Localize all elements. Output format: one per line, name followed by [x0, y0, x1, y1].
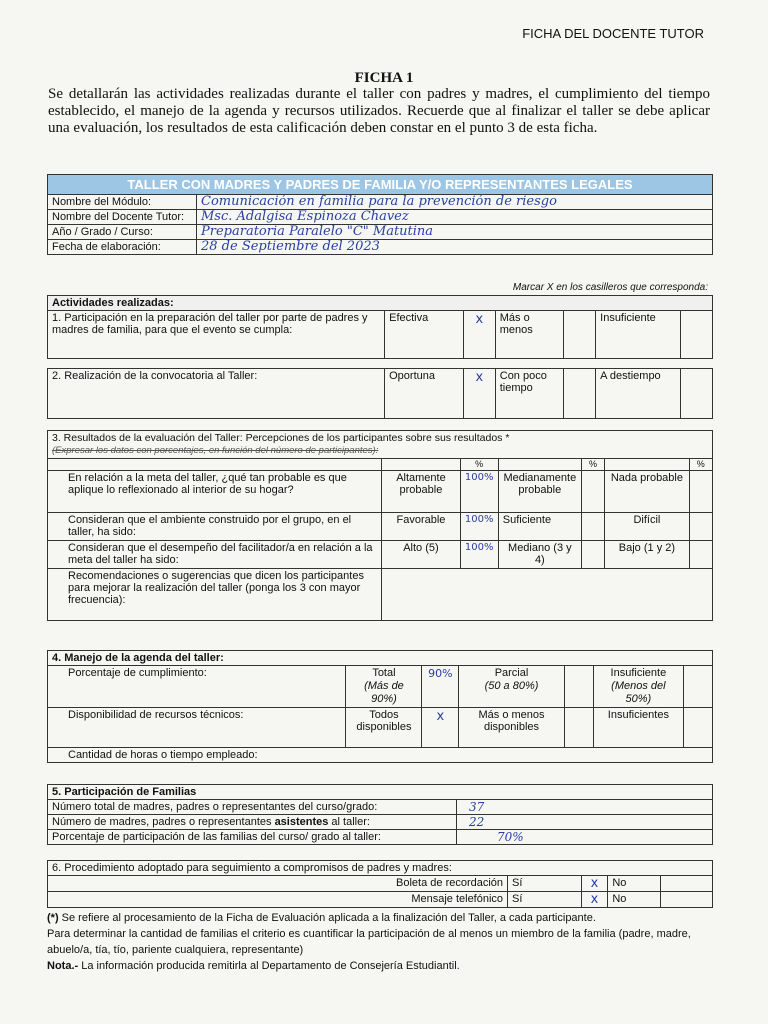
- page-title: FICHA 1: [354, 70, 414, 86]
- section-6-table: [47, 860, 713, 908]
- s3-r2-value-c[interactable]: [689, 513, 712, 541]
- s3-r1-value-b[interactable]: [581, 471, 604, 513]
- s3-r3-opt-b: Mediano (3 y 4): [498, 541, 581, 569]
- pct-header-1: %: [460, 459, 498, 471]
- section-5-table: [47, 784, 713, 845]
- s2-check-con-poco-tiempo[interactable]: [564, 369, 596, 419]
- modulo-label: Nombre del Módulo:: [48, 195, 197, 210]
- s1-opt-efectiva: Efectiva: [385, 311, 464, 359]
- s3-r2-opt-b: Suficiente: [498, 513, 581, 541]
- s4-r1-opt-a: Total (Más de 90%): [346, 666, 422, 708]
- docente-label: Nombre del Docente Tutor:: [48, 210, 197, 225]
- s4-r2-opt-c: Insuficientes: [594, 708, 683, 748]
- s4-r1-value-c[interactable]: [683, 666, 712, 708]
- s4-r1-opt-c: Insuficiente (Menos del 50%): [594, 666, 683, 708]
- section-5-title: 5. Participación de Familias: [48, 785, 713, 800]
- s3-r3-value-c[interactable]: [689, 541, 712, 569]
- s3-r3-opt-c: Bajo (1 y 2): [605, 541, 689, 569]
- s1-opt-insuficiente: Insuficiente: [596, 311, 681, 359]
- s5-r3-value[interactable]: 70%: [457, 830, 713, 845]
- s1-check-mas-o-menos[interactable]: [564, 311, 596, 359]
- s1-opt-mas-o-menos: Más o menos: [495, 311, 564, 359]
- s6-r2-check-no[interactable]: [660, 892, 712, 908]
- s6-r2-check-si[interactable]: x: [581, 892, 608, 908]
- s3-r1-opt-a: Altamente probable: [382, 471, 460, 513]
- s3-r3-question: Consideran que el desempeño del facilitador/a en relación a la meta del taller ha sido:: [48, 541, 382, 569]
- footnote-2: Para determinar la cantidad de familias el criterio es cuantificar la participación de al menos un miembro de la familia (padre, madre, abuelo/a, tía, tío, pariente cualquiera, representante): [47, 928, 691, 956]
- s3-r2-question: Consideran que el ambiente construido por el grupo, en el taller, ha sido:: [48, 513, 382, 541]
- curso-value: Preparatoria Paralelo "C" Matutina: [197, 225, 713, 240]
- s6-r2-label: Mensaje telefónico: [48, 892, 508, 908]
- s6-r1-label: Boleta de recordación: [48, 876, 508, 892]
- curso-label: Año / Grado / Curso:: [48, 225, 197, 240]
- section-6-title: 6. Procedimiento adoptado para seguimiento a compromisos de padres y madres:: [48, 861, 713, 876]
- section-3-title: 3. Resultados de la evaluación del Taller: Percepciones de los participantes sobre sus resultados * (Expresar los datos con porcentajes, en función del número de participantes):: [48, 431, 713, 459]
- s2-check-a-destiempo[interactable]: [681, 369, 713, 419]
- section-1-title: Actividades realizadas:: [48, 296, 713, 311]
- fecha-value: 28 de Septiembre del 2023: [197, 240, 713, 255]
- s5-r1-value[interactable]: 37: [457, 800, 713, 815]
- s6-r2-si: Sí: [508, 892, 582, 908]
- s2-opt-oportuna: Oportuna: [385, 369, 464, 419]
- s6-r1-no: No: [608, 876, 660, 892]
- s3-r2-opt-c: Difícil: [605, 513, 689, 541]
- s3-r2-opt-a: Favorable: [382, 513, 460, 541]
- banner: TALLER CON MADRES Y PADRES DE FAMILIA Y/O REPRESENTANTES LEGALES: [48, 175, 713, 195]
- s3-r3-value-b[interactable]: [581, 541, 604, 569]
- s3-r4-question: Recomendaciones o sugerencias que dicen los participantes para mejorar la realización del taller (ponga los 3 con mayor frecuencia):: [48, 569, 382, 621]
- s4-r1-question: Porcentaje de cumplimiento:: [48, 666, 346, 708]
- s6-r1-check-si[interactable]: x: [581, 876, 608, 892]
- footnote-1: (*) Se refiere al procesamiento de la Ficha de Evaluación aplicada a la finalización del Taller, a cada participante.: [47, 912, 596, 924]
- s2-opt-con-poco-tiempo: Con poco tiempo: [495, 369, 564, 419]
- s6-r1-si: Sí: [508, 876, 582, 892]
- s6-r2-no: No: [608, 892, 660, 908]
- s3-r1-opt-c: Nada probable: [605, 471, 689, 513]
- s3-r2-value-b[interactable]: [581, 513, 604, 541]
- modulo-value: Comunicación en familia para la prevención de riesgo: [197, 195, 713, 210]
- s4-r1-value[interactable]: 90%: [422, 666, 459, 708]
- s1-check-efectiva[interactable]: x: [464, 311, 496, 359]
- pct-header-2: %: [581, 459, 604, 471]
- s5-r2-question: Número de madres, padres o representantes asistentes al taller:: [48, 815, 457, 830]
- s3-r1-question: En relación a la meta del taller, ¿qué tan probable es que aplique lo reflexionado al interior de su hogar?: [48, 471, 382, 513]
- s3-r3-opt-a: Alto (5): [382, 541, 460, 569]
- s3-r1-opt-b: Medianamente probable: [498, 471, 581, 513]
- s4-r1-opt-b: Parcial (50 a 80%): [459, 666, 565, 708]
- s3-r2-value[interactable]: 100%: [460, 513, 498, 541]
- s4-r2-question: Disponibilidad de recursos técnicos:: [48, 708, 346, 748]
- s2-check-oportuna[interactable]: x: [464, 369, 496, 419]
- section-4-table: [47, 650, 713, 763]
- s3-r1-value[interactable]: 100%: [460, 471, 498, 513]
- section-4-title: 4. Manejo de la agenda del taller:: [48, 651, 713, 666]
- s3-recommendations-area[interactable]: [382, 569, 713, 621]
- s4-r2-opt-a: Todos disponibles: [346, 708, 422, 748]
- s3-r1-value-c[interactable]: [689, 471, 712, 513]
- s4-r2-value-c[interactable]: [683, 708, 712, 748]
- section-2-table: [47, 368, 713, 419]
- s4-r1-value-b[interactable]: [564, 666, 593, 708]
- docente-value: Msc. Adalgisa Espinoza Chavez: [197, 210, 713, 225]
- s5-r2-value[interactable]: 22: [457, 815, 713, 830]
- document-header: FICHA DEL DOCENTE TUTOR: [522, 26, 704, 41]
- s3-r3-value[interactable]: 100%: [460, 541, 498, 569]
- s5-r3-question: Porcentaje de participación de las familias del curso/ grado al taller:: [48, 830, 457, 845]
- footnote-3: Nota.- La información producida remitirla al Departamento de Consejería Estudiantil.: [47, 960, 460, 972]
- section-1-table: [47, 295, 713, 359]
- fecha-label: Fecha de elaboración:: [48, 240, 197, 255]
- s4-r3-question: Cantidad de horas o tiempo empleado:: [48, 748, 713, 763]
- pct-header-3: %: [689, 459, 712, 471]
- s2-question: 2. Realización de la convocatoria al Taller:: [48, 369, 385, 419]
- section-3-table: [47, 430, 713, 621]
- intro-paragraph: Se detallarán las actividades realizadas durante el taller con padres y madres, el cumplimiento del tiempo establecido, el manejo de la agenda y recursos utilizados. Recuerde que al finalizar el taller se debe aplicar una evaluación, los resultados de esta calificación deben constar en el punto 3 de esta ficha.: [48, 86, 710, 136]
- footnotes: [47, 910, 713, 974]
- s6-r1-check-no[interactable]: [660, 876, 712, 892]
- s4-r2-value[interactable]: x: [422, 708, 459, 748]
- s5-r1-question: Número total de madres, padres o representantes del curso/grado:: [48, 800, 457, 815]
- s2-opt-a-destiempo: A destiempo: [596, 369, 681, 419]
- s4-r2-value-b[interactable]: [564, 708, 593, 748]
- s1-question: 1. Participación en la preparación del taller por parte de padres y madres de familia, para que el evento se cumpla:: [48, 311, 385, 359]
- s1-check-insuficiente[interactable]: [681, 311, 713, 359]
- s4-r2-opt-b: Más o menos disponibles: [459, 708, 565, 748]
- info-table: [47, 174, 713, 255]
- marcar-note: Marcar X en los casilleros que corresponda:: [512, 282, 708, 293]
